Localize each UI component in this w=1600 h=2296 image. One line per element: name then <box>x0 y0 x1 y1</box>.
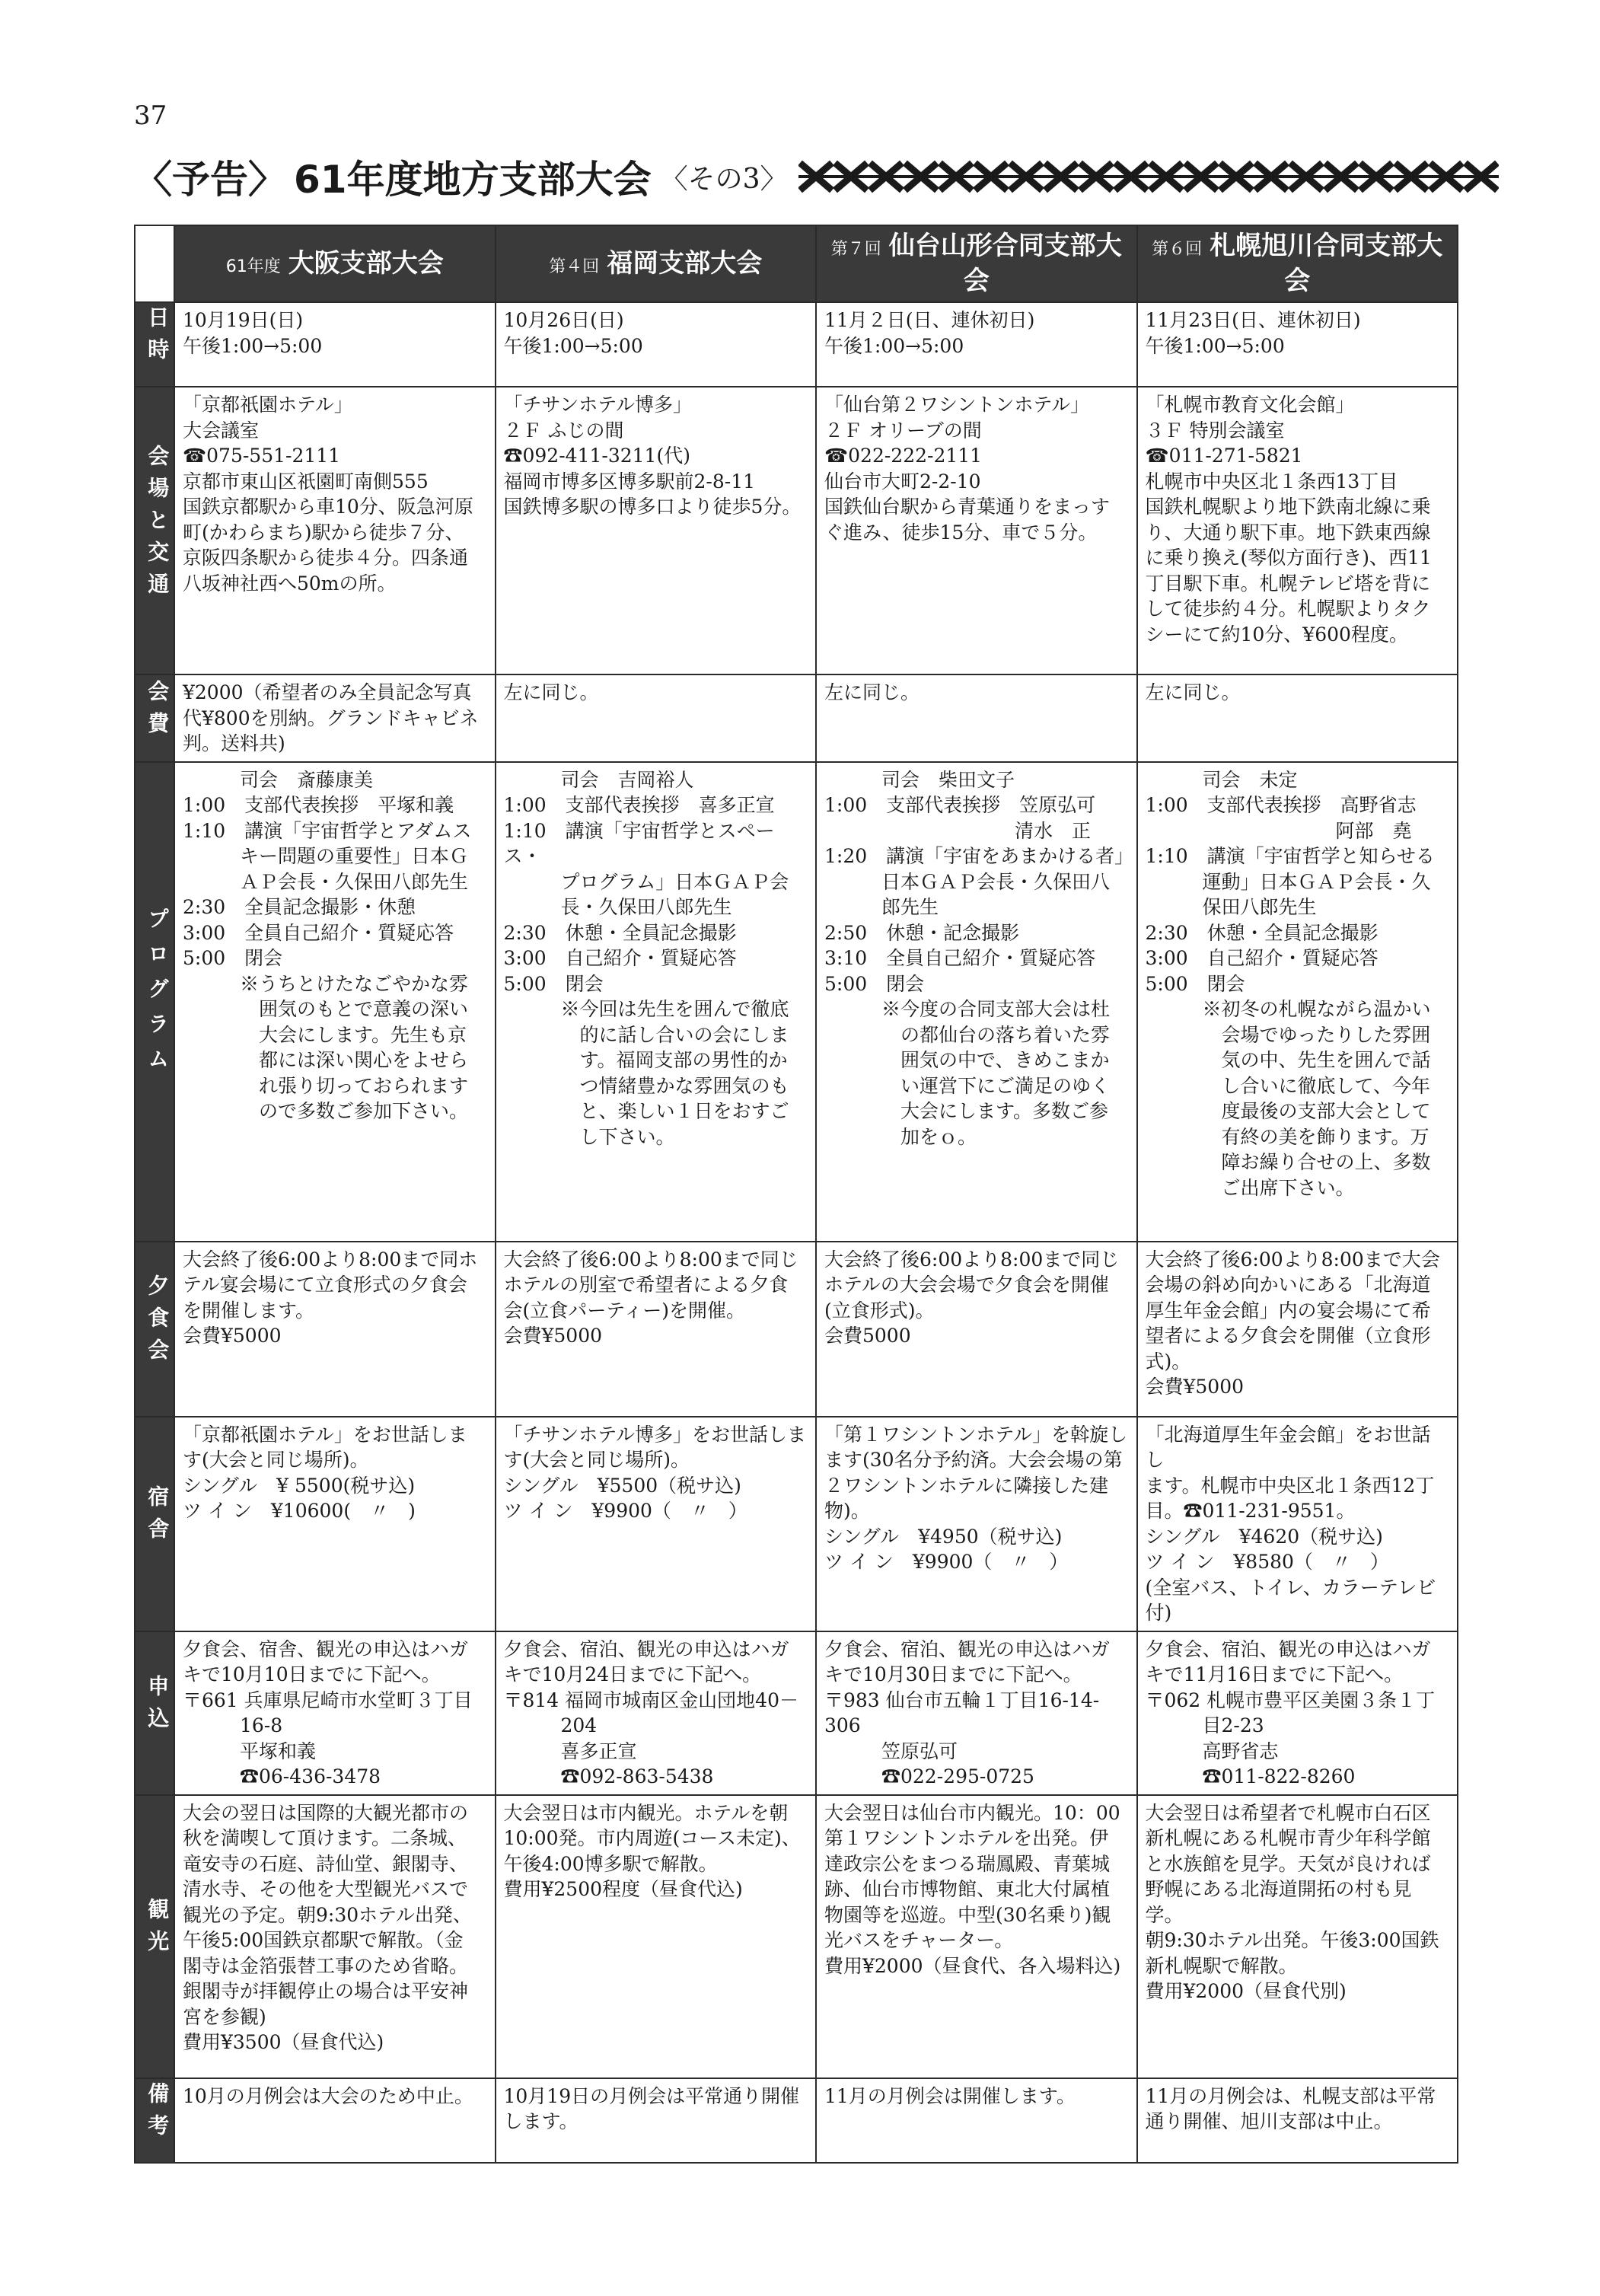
cell-line: 達政宗公をまつる瑞鳳殿、青葉城 <box>824 1852 1111 1875</box>
cell-line: を開催します。 <box>183 1299 315 1322</box>
row-label <box>135 2078 174 2163</box>
cell-line: 物)。 <box>824 1500 870 1523</box>
page-number: 37 <box>134 100 167 131</box>
cell-line: キで10月30日までに下記へ。 <box>824 1663 1082 1686</box>
cell-line: ます(30名分予約済。大会会場の第 <box>824 1449 1123 1472</box>
cell-line: 司会 未定 <box>1145 768 1298 791</box>
cell-line: 「仙台第２ワシントンホテル」 <box>824 394 1090 416</box>
table-cell <box>816 1795 1137 2078</box>
cell-line: 1:00 支部代表挨拶 平塚和義 <box>183 794 454 817</box>
row-label-text: 備考 <box>145 2081 171 2146</box>
table-cell <box>816 302 1137 387</box>
cell-line: 銀閣寺が拝観停止の場合は平安神 <box>183 1980 469 2003</box>
table-row <box>135 387 1458 674</box>
cell-line: に乗り換え(琴似方面行き)、西11 <box>1145 547 1432 569</box>
column-name: 大阪支部大会 <box>288 247 444 279</box>
row-label <box>135 674 174 762</box>
cell-line: 「北海道厚生年金会館」をお世話し <box>1145 1423 1431 1472</box>
cell-line: ※今度の合同支部大会は杜 <box>824 998 1111 1021</box>
cell-line: 会費5000 <box>824 1325 911 1347</box>
cell-line: ので多数ご参加下さい。 <box>183 1100 469 1123</box>
cell-line: 大会翌日は希望者で札幌市白石区 <box>1145 1801 1431 1824</box>
cell-line: キー問題の重要性」日本Ｇ <box>183 845 469 868</box>
cell-line: 宮を参観) <box>183 2005 266 2028</box>
cell-line: 「京都祇園ホテル」 <box>183 394 353 416</box>
cell-line: 保田八郎先生 <box>1145 896 1317 919</box>
cell-line: 福岡市博多区博多駅前2-8-11 <box>503 470 756 493</box>
cell-line: シングル ¥4950（税サ込) <box>824 1525 1063 1548</box>
cell-line: 5:00 閉会 <box>1145 972 1245 995</box>
column-edition: 第７回 <box>830 240 881 259</box>
table-cell <box>496 387 817 674</box>
cell-line: 午後1:00→5:00 <box>1145 334 1285 357</box>
cell-line: 丁目駅下車。札幌テレビ塔を背に <box>1145 572 1431 595</box>
cell-line: 国鉄仙台駅から青葉通りをまっす <box>824 496 1111 518</box>
cell-line: ます。札幌市中央区北１条西12丁 <box>1145 1474 1435 1497</box>
title-main: 61年度地方支部大会 <box>294 158 652 202</box>
table-cell <box>496 2078 817 2163</box>
cell-line: 会費¥5000 <box>183 1325 282 1347</box>
cell-line: 16-8 <box>183 1714 283 1737</box>
cell-line: 会費¥5000 <box>1145 1376 1245 1398</box>
cell-line: 光バスをチャーター。 <box>824 1929 1014 1952</box>
cell-line: 町(かわらまち)駅から徒歩７分、 <box>183 521 464 544</box>
cell-line: (立食形式)。 <box>824 1299 935 1322</box>
cell-line: 大会終了後6:00より8:00まで同じ <box>824 1248 1120 1271</box>
cell-line: シーにて約10分、¥600程度。 <box>1145 623 1408 646</box>
cell-line: 加をｏ。 <box>824 1125 977 1148</box>
table-cell <box>1137 387 1458 674</box>
table-cell <box>1137 1795 1458 2078</box>
cell-line: ２Ｆ ふじの間 <box>503 419 624 442</box>
title-sub: 〈その3〉 <box>660 163 788 195</box>
table-row <box>135 762 1458 1242</box>
table-row <box>135 1242 1458 1417</box>
cell-line: 11月23日(日、連休初日) <box>1145 309 1361 332</box>
cell-line: の都仙台の落ち着いた雰 <box>824 1023 1111 1046</box>
cell-line: 会費¥5000 <box>503 1325 603 1347</box>
cell-line: 長・久保田八郎先生 <box>503 896 732 919</box>
table-cell <box>174 302 496 387</box>
cell-line: 夕食会、宿泊、観光の申込はハガ <box>824 1637 1111 1660</box>
cell-line: ツ イ ン ¥9900（ 〃 ） <box>503 1500 747 1523</box>
column-name: 仙台山形合同支部大会 <box>888 231 1122 296</box>
cell-line: 目2-23 <box>1145 1714 1264 1737</box>
cell-line: 午後1:00→5:00 <box>824 334 964 357</box>
cell-line: テル宴会場にて立食形式の夕食会 <box>183 1274 467 1296</box>
cell-line: ３Ｆ 特別会議室 <box>1145 419 1285 442</box>
cell-line: し下さい。 <box>503 1125 675 1148</box>
row-label <box>135 1631 174 1795</box>
schedule-table <box>134 225 1458 2164</box>
table-cell <box>816 2078 1137 2163</box>
table-cell <box>496 302 817 387</box>
cell-line: 囲気の中で、きめこまか <box>824 1049 1110 1072</box>
table-cell <box>174 1242 496 1417</box>
table-cell <box>1137 1417 1458 1631</box>
cell-line: 夕食会、宿泊、観光の申込はハガ <box>1145 1637 1431 1660</box>
cell-line: 閣寺は金箔張替工事のため省略。 <box>183 1954 469 1977</box>
cell-line: キで11月16日までに下記へ。 <box>1145 1663 1404 1686</box>
column-header-sendai-yamagata <box>816 225 1137 302</box>
cell-line: 3:00 自己紹介・質疑応答 <box>503 947 737 970</box>
cell-line: 新札幌にある札幌市青少年科学館 <box>1145 1827 1431 1850</box>
cell-line: 目。☎011-231-9551。 <box>1145 1500 1356 1523</box>
cell-line: 大会終了後6:00より8:00まで大会 <box>1145 1248 1440 1271</box>
cell-line: ツ イ ン ¥9900（ 〃 ） <box>824 1551 1069 1574</box>
row-label-text: プログラム <box>145 907 171 1083</box>
cell-line: プログラム」日本ＧＡＰ会 <box>503 870 789 893</box>
cell-line: 11月２日(日、連休初日) <box>824 309 1035 332</box>
cell-line: ツ イ ン ¥10600( 〃 ) <box>183 1500 416 1523</box>
table-cell <box>174 1795 496 2078</box>
cell-line: 大会翌日は仙台市内観光。10：00 <box>824 1801 1120 1824</box>
cell-line: ※今回は先生を囲んで徹底 <box>503 998 789 1021</box>
table-cell <box>1137 762 1458 1242</box>
cell-line: 〒661 兵庫県尼崎市水堂町３丁目 <box>183 1689 473 1711</box>
page-title <box>134 149 1499 204</box>
title-lead: 〈予告〉 <box>134 158 286 202</box>
cell-line: 2:30 休憩・全員記念撮影 <box>1145 921 1378 944</box>
table-cell <box>1137 2078 1458 2163</box>
cell-line: 会場の斜め向かいにある「北海道 <box>1145 1274 1431 1296</box>
cell-line: ☎075-551-2111 <box>183 445 341 467</box>
cell-line: 3:00 自己紹介・質疑応答 <box>1145 947 1378 970</box>
table-cell <box>816 1417 1137 1631</box>
cell-line: 1:10 講演「宇宙哲学とアダムス <box>183 819 472 842</box>
cell-line: 1:20 講演「宇宙をあまかける者」 <box>824 845 1134 868</box>
cell-line: ※初冬の札幌ながら温かい <box>1145 998 1431 1021</box>
table-cell <box>174 1417 496 1631</box>
cell-line: 第１ワシントンホテルを出発。伊 <box>824 1827 1109 1850</box>
column-edition: 第４回 <box>549 257 600 276</box>
cell-line: 朝9:30ホテル出発。午後3:00国鉄 <box>1145 1929 1439 1952</box>
cell-line: 左に同じ。 <box>1145 681 1241 704</box>
cell-line: ぐ進み、徒歩15分、車で５分。 <box>824 521 1098 544</box>
cell-line: 札幌市中央区北１条西13丁目 <box>1145 470 1398 493</box>
row-label <box>135 387 174 674</box>
cell-line: 郎先生 <box>824 896 939 919</box>
cell-line: 都には深い関心をよせら <box>183 1049 469 1072</box>
cell-line: 10月19日(日) <box>183 309 304 332</box>
cell-line: 秋を満喫して頂けます。二条城、 <box>183 1827 467 1850</box>
cell-line: 2:50 休憩・記念撮影 <box>824 921 1020 944</box>
row-label-text: 宿舎 <box>145 1485 171 1550</box>
cell-line: 判。送料共) <box>183 732 285 755</box>
cell-line: ☎022-222-2111 <box>824 445 983 467</box>
cell-line: 費用¥2500程度（昼食代込) <box>503 1878 743 1901</box>
cell-line: 大会議室 <box>183 419 260 442</box>
cell-line: 「チサンホテル博多」をお世話しま <box>503 1423 807 1446</box>
cell-line: 1:00 支部代表挨拶 高野省志 <box>1145 794 1417 817</box>
cell-line: ☎022-295-0725 <box>824 1765 1034 1788</box>
table-cell <box>174 2078 496 2163</box>
table-cell <box>496 1631 817 1795</box>
cell-line: れ張り切っておられます <box>183 1074 469 1097</box>
cell-line: 国鉄京都駅から車10分、阪急河原 <box>183 496 473 518</box>
cell-line: 2:30 休憩・全員記念撮影 <box>503 921 737 944</box>
cell-line: します。 <box>503 2110 578 2133</box>
cell-line: 10:00発。市内周遊(コース未定)、 <box>503 1827 801 1850</box>
cell-line: 京阪四条駅から徒歩４分。四条通 <box>183 547 469 569</box>
cell-line: 2:30 全員記念撮影・休憩 <box>183 896 416 919</box>
cell-line: シングル ¥4620（税サ込) <box>1145 1525 1383 1548</box>
cell-line: 阿部 堯 <box>1145 819 1412 842</box>
table-cell <box>816 1242 1137 1417</box>
table-cell <box>496 1242 817 1417</box>
cell-line: す(大会と同じ場所)。 <box>183 1449 369 1472</box>
table-row <box>135 302 1458 387</box>
cell-line: 大会にします。先生も京 <box>183 1023 467 1046</box>
table-cell <box>1137 674 1458 762</box>
cell-line: 大会翌日は市内観光。ホテルを朝 <box>503 1801 789 1824</box>
cell-line: 「第１ワシントンホテル」を斡旋し <box>824 1423 1128 1446</box>
row-label-text: 観光 <box>145 1898 171 1963</box>
cell-line: 野幌にある北海道開拓の村も見学。 <box>1145 1878 1412 1926</box>
cell-line: 夕食会、宿泊、観光の申込はハガ <box>503 1637 789 1660</box>
table-cell <box>1137 1242 1458 1417</box>
row-label <box>135 302 174 387</box>
cell-line: 清水寺、その他を大型観光バスで <box>183 1878 469 1901</box>
cell-line: 左に同じ。 <box>503 681 599 704</box>
column-header-sapporo-asahikawa <box>1137 225 1458 302</box>
table-cell <box>816 1631 1137 1795</box>
cell-line: 〒814 福岡市城南区金山団地40－ <box>503 1689 798 1711</box>
cell-line: シングル ¥ 5500(税サ込) <box>183 1474 416 1497</box>
cell-line: 喜多正宣 <box>503 1740 637 1762</box>
cell-line: 京都市東山区祇園町南側555 <box>183 470 429 493</box>
table-cell <box>496 674 817 762</box>
cell-line: 11月の月例会は開催します。 <box>824 2084 1076 2107</box>
column-name: 福岡支部大会 <box>607 247 763 279</box>
cell-line: 国鉄札幌駅より地下鉄南北線に乗 <box>1145 496 1431 518</box>
cell-line: 午後4:00博多駅で解散。 <box>503 1852 718 1875</box>
cell-line: 1:00 支部代表挨拶 笠原弘可 <box>824 794 1096 817</box>
cell-line: 平塚和義 <box>183 1740 317 1762</box>
row-label <box>135 1795 174 2078</box>
cell-line: キで10月24日までに下記へ。 <box>503 1663 762 1686</box>
cell-line: して徒歩約４分。札幌駅よりタク <box>1145 598 1431 620</box>
cell-line: り、大通り駅下車。地下鉄東西線 <box>1145 521 1431 544</box>
cell-line: 〒062 札幌市豊平区美園３条１丁 <box>1145 1689 1436 1711</box>
table-cell <box>1137 1631 1458 1795</box>
cell-line: 左に同じ。 <box>824 681 920 704</box>
cell-line: 「札幌市教育文化会館」 <box>1145 394 1355 416</box>
cell-line: ※うちとけたなごやかな雰 <box>183 972 469 995</box>
table-cell <box>496 762 817 1242</box>
cell-line: 清水 正 <box>824 819 1092 842</box>
cell-line: 司会 斎藤康美 <box>183 768 374 791</box>
cell-line: 11月の月例会は、札幌支部は平常 <box>1145 2084 1436 2107</box>
table-cell <box>816 387 1137 674</box>
cell-line: 204 <box>503 1714 598 1737</box>
cell-line: 10月26日(日) <box>503 309 624 332</box>
cell-line: 5:00 閉会 <box>503 972 604 995</box>
row-label <box>135 762 174 1242</box>
table-cell <box>496 1795 817 2078</box>
table-cell <box>1137 302 1458 387</box>
table-cell <box>816 674 1137 762</box>
cell-line: 的に話し合いの会にしま <box>503 1023 789 1046</box>
cell-line: 竜安寺の石庭、詩仙堂、銀閣寺、 <box>183 1852 469 1875</box>
cell-line: 「京都祇園ホテル」をお世話しま <box>183 1423 467 1446</box>
cell-line: ＡＰ会長・久保田八郎先生 <box>183 870 469 893</box>
column-edition: 61年度 <box>225 257 281 276</box>
cell-line: 3:10 全員自己紹介・質疑応答 <box>824 947 1096 970</box>
cell-line: 大会にします。多数ご参 <box>824 1100 1109 1123</box>
cell-line: 通り開催、旭川支部は中止。 <box>1145 2110 1393 2133</box>
cell-line: 笠原弘可 <box>824 1740 958 1762</box>
cell-line: 高野省志 <box>1145 1740 1279 1762</box>
cell-line: と水族館を見学。天気が良ければ <box>1145 1852 1431 1875</box>
cell-line: 有終の美を飾ります。万 <box>1145 1125 1429 1148</box>
column-name: 札幌旭川合同支部大会 <box>1210 231 1443 296</box>
cell-line: ¥2000（希望者のみ全員記念写真 <box>183 681 472 704</box>
cell-line: 費用¥3500（昼食代込) <box>183 2031 384 2054</box>
cell-line: 国鉄博多駅の博多口より徒歩5分。 <box>503 496 802 518</box>
row-label-text: 夕食会 <box>145 1274 171 1371</box>
cell-line: し合いに徹底して、今年 <box>1145 1074 1431 1097</box>
table-cell <box>174 762 496 1242</box>
cell-line: ☎092-411-3211(代) <box>503 445 690 467</box>
cell-line: す。福岡支部の男性的か <box>503 1049 788 1072</box>
table-row <box>135 1795 1458 2078</box>
row-label-text: 会場と交通 <box>145 444 171 604</box>
cell-line: シングル ¥5500（税サ込) <box>503 1474 741 1497</box>
table-row <box>135 674 1458 762</box>
cell-line: ☎011-822-8260 <box>1145 1765 1356 1788</box>
cell-line: ☎06-436-3478 <box>183 1765 381 1788</box>
cell-line: 〒983 仙台市五輪１丁目16-14-306 <box>824 1689 1100 1737</box>
cell-line: 望者による夕食会を開催（立食形 <box>1145 1325 1431 1347</box>
decorative-border-pattern <box>798 157 1499 196</box>
row-label-text: 日時 <box>145 306 171 371</box>
cell-line: キで10月10日までに下記へ。 <box>183 1663 441 1686</box>
cell-line: い運営下にご満足のゆく <box>824 1074 1111 1097</box>
cell-line: 物園等を巡遊。中型(30名乗り)観 <box>824 1903 1111 1926</box>
corner-cell <box>135 225 174 302</box>
cell-line: 午後1:00→5:00 <box>183 334 323 357</box>
cell-line: 跡、仙台市博物館、東北大付属植 <box>824 1878 1111 1901</box>
cell-line: と、楽しい１日をおすご <box>503 1100 789 1123</box>
cell-line: 1:10 講演「宇宙哲学と知らせる <box>1145 845 1435 868</box>
cell-line: 日本ＧＡＰ会長・久保田八 <box>824 870 1111 893</box>
cell-line: 1:00 支部代表挨拶 喜多正宣 <box>503 794 775 817</box>
column-edition: 第６回 <box>1152 240 1203 259</box>
cell-line: 午後5:00国鉄京都駅で解散。（金 <box>183 1929 464 1952</box>
cell-line: 大会終了後6:00より8:00まで同ホ <box>183 1248 478 1271</box>
cell-line: 度最後の支部大会として <box>1145 1100 1431 1123</box>
cell-line: 八坂神社西へ50mの所。 <box>183 572 397 595</box>
table-row <box>135 2078 1458 2163</box>
cell-line: ツ イ ン ¥8580（ 〃 ） <box>1145 1551 1389 1574</box>
cell-line: 運動」日本ＧＡＰ会長・久 <box>1145 870 1431 893</box>
cell-line: 代¥800を別納。グランドキャビネ <box>183 706 479 729</box>
table-row <box>135 1417 1458 1631</box>
column-header-fukuoka <box>496 225 817 302</box>
table-cell <box>174 674 496 762</box>
cell-line: す(大会と同じ場所)。 <box>503 1449 690 1472</box>
cell-line: 囲気のもとで意義の深い <box>183 998 469 1021</box>
cell-line: (全室バス、トイレ、カラーテレビ付) <box>1145 1576 1436 1625</box>
cell-line: 10月19日の月例会は平常通り開催 <box>503 2084 800 2107</box>
cell-line: 午後1:00→5:00 <box>503 334 643 357</box>
cell-line: 5:00 閉会 <box>183 947 283 970</box>
cell-line: ご出席下さい。 <box>1145 1176 1355 1199</box>
cell-line: 仙台市大町2-2-10 <box>824 470 981 493</box>
column-header-osaka <box>174 225 496 302</box>
cell-line: 費用¥2000（昼食代、各入場料込) <box>824 1954 1121 1977</box>
cell-line: 観光の予定。朝9:30ホテル出発、 <box>183 1903 472 1926</box>
cell-line: 障お繰り合せの上、多数 <box>1145 1151 1431 1174</box>
cell-line: 新札幌駅で解散。 <box>1145 1954 1298 1977</box>
cell-line: 3:00 全員自己紹介・質疑応答 <box>183 921 454 944</box>
cell-line: ２Ｆ オリーブの間 <box>824 419 982 442</box>
cell-line: ２ワシントンホテルに隣接した建 <box>824 1474 1109 1497</box>
cell-line: 「チサンホテル博多」 <box>503 394 693 416</box>
cell-line: 会(立食パーティー)を開催。 <box>503 1299 746 1322</box>
cell-line: 司会 柴田文子 <box>824 768 1015 791</box>
row-label-text: 会費 <box>145 679 171 744</box>
row-label <box>135 1417 174 1631</box>
cell-line: 10月の月例会は大会のため中止。 <box>183 2084 473 2107</box>
table-cell <box>816 762 1137 1242</box>
cell-line: ホテルの大会会場で夕食会を開催 <box>824 1274 1109 1296</box>
table-row <box>135 1631 1458 1795</box>
cell-line: 5:00 閉会 <box>824 972 925 995</box>
cell-line: ☎011-271-5821 <box>1145 445 1303 467</box>
table-cell <box>174 1631 496 1795</box>
cell-line: ☎092-863-5438 <box>503 1765 714 1788</box>
header-row <box>135 225 1458 302</box>
cell-line: 司会 吉岡裕人 <box>503 768 694 791</box>
cell-line: 厚生年金会館」内の宴会場にて希 <box>1145 1299 1431 1322</box>
cell-line: 1:10 講演「宇宙哲学とスペース・ <box>503 819 775 868</box>
cell-line: ホテルの別室で希望者による夕食 <box>503 1274 789 1296</box>
cell-line: 費用¥2000（昼食代別) <box>1145 1980 1347 2003</box>
row-label <box>135 1242 174 1417</box>
cell-line: 大会の翌日は国際的大観光都市の <box>183 1801 469 1824</box>
cell-line: 式)。 <box>1145 1350 1191 1373</box>
table-cell <box>496 1417 817 1631</box>
cell-line: つ情緒豊かな雰囲気のも <box>503 1074 789 1097</box>
cell-line: 大会終了後6:00より8:00まで同じ <box>503 1248 798 1271</box>
row-label-text: 申込 <box>145 1674 171 1739</box>
cell-line: 夕食会、宿舎、観光の申込はハガ <box>183 1637 469 1660</box>
cell-line: 会場でゆったりした雰囲 <box>1145 1023 1431 1046</box>
table-cell <box>174 387 496 674</box>
cell-line: 気の中、先生を囲んで話 <box>1145 1049 1431 1072</box>
